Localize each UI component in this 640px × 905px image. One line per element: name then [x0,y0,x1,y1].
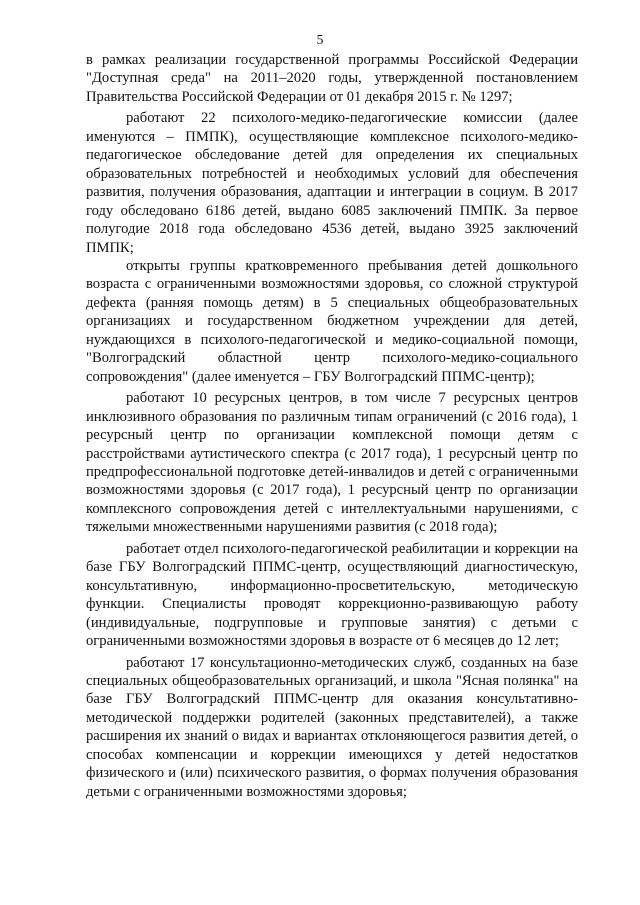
paragraph-consulting-services: работают 17 консультационно-методических служб, созданных на базе специальных общеобразовательных организаций, и школа "Ясная полянка" на базе ГБУ Волгоградский ППМС-центр для оказания консультативно-методической поддержки родителей (законных представителей), а также расширения их знаний о видах и вариантах отклоняющегося развития детей, о способах компенсации и коррекции имеющихся у детей недостатков физического и (или) психического развития, о формах получения образования детьми с ограниченными возможностями здоровья; [86,654,578,800]
paragraph-short-stay-groups: открыты группы кратковременного пребывания детей дошкольного возраста с ограниченными возможностями здоровья, со сложной структурой дефекта (ранняя помощь детям) в 5 специальных общеобразовательных организациях и государственном бюджетном учреждении для детей, нуждающихся в психолого-педагогической и медико-социальной помощи, "Волгоградский областной центр психолого-медико-социального сопровождения" (далее именуется – ГБУ Волгоградский ППМС-центр); [86,257,578,385]
page-number: 5 [316,32,324,47]
paragraph-state-program: в рамках реализации государственной программы Российской Федерации "Доступная среда" на 2011–2020 годы, утвержденной постановлением Правительства Российской Федерации от 01 декабря 2015 г. № 1297; [86,52,578,105]
document-body [86,51,578,801]
paragraph-pmpk-commissions: работают 22 психолого-медико-педагогические комиссии (далее именуются – ПМПК), осуществляющие комплексное психолого-медико-педагогическое обследование детей для определения их специальных образовательных потребностей и необходимых условий для обеспечения развития, получения образования, адаптации и интеграции в социум. В 2017 году обследовано 6186 детей, выдано 6085 заключений ПМПК. За первое полугодие 2018 года обследовано 4536 детей, выдано 3925 заключений ПМПК; [86,110,578,256]
paragraph-rehabilitation-department: работает отдел психолого-педагогической реабилитации и коррекции на базе ГБУ Волгоградский ППМС-центр, осуществляющий диагностическую, консультативную, информационно-просветительскую, методическую функции. Специалисты проводят коррекционно-развивающую работу (индивидуальные, подгрупповые и групповые занятия) с детьми с ограниченными возможностями здоровья в возрасте от 6 месяцев до 12 лет; [86,540,578,650]
paragraph-resource-centers: работают 10 ресурсных центров, в том числе 7 ресурсных центров инклюзивного образования по различным типам ограничений (с 2016 года), 1 ресурсный центр по организации комплексной помощи детям с расстройствами аутистического спектра (с 2017 года), 1 ресурсный центр по предпрофессиональной подготовке детей-инвалидов и детей с ограниченными возможностями здоровья (с 2017 года), 1 ресурсный центр по организации комплексного сопровождения детей с интеллектуальными нарушениями, с тяжелыми множественными нарушениями развития (с 2018 года); [86,390,578,536]
